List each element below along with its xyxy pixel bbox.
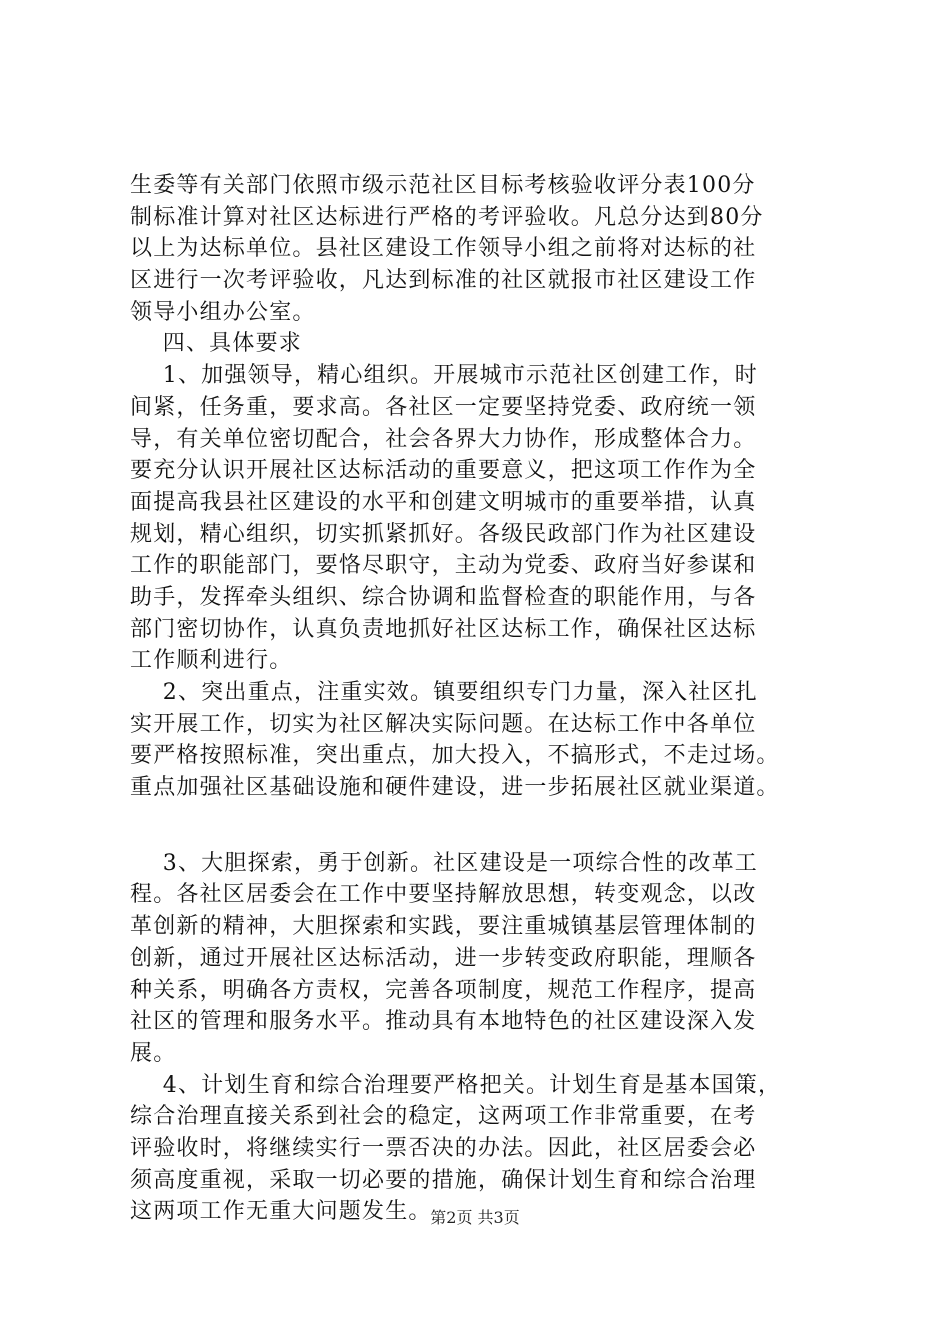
- page-number-footer: 第2页 共3页: [430, 1208, 520, 1227]
- text-line: 部门密切协作，认真负责地抓好社区达标工作，确保社区达标: [130, 616, 757, 642]
- text-line: 要充分认识开展社区达标活动的重要意义，把这项工作作为全: [130, 458, 757, 484]
- text-line: 导，有关单位密切配合，社会各界大力协作，形成整体合力。: [130, 426, 757, 452]
- text-line: 领导小组办公室。: [130, 299, 316, 325]
- text-line: 要严格按照标准，突出重点，加大投入，不搞形式，不走过场。: [130, 743, 780, 769]
- text-line: 以上为达标单位。县社区建设工作领导小组之前将对达标的社: [130, 236, 757, 262]
- text-line: 4、计划生育和综合治理要严格把关。计划生育是基本国策，: [130, 1072, 782, 1098]
- text-line: 制标准计算对社区达标进行严格的考评验收。凡总分达到80分: [130, 204, 764, 230]
- text-line: 种关系，明确各方责权，完善各项制度，规范工作程序，提高: [130, 977, 757, 1003]
- text-line: 革创新的精神，大胆探索和实践，要注重城镇基层管理体制的: [130, 914, 757, 940]
- document-body: [130, 170, 830, 1228]
- text-line: 工作的职能部门，要恪尽职守，主动为党委、政府当好参谋和: [130, 553, 757, 579]
- text-line: 这两项工作无重大问题发生。: [130, 1199, 432, 1225]
- text-line: 面提高我县社区建设的水平和创建文明城市的重要举措，认真: [130, 489, 757, 515]
- text-line: 社区的管理和服务水平。推动具有本地特色的社区建设深入发: [130, 1009, 757, 1035]
- text-line: 须高度重视，采取一切必要的措施，确保计划生育和综合治理: [130, 1167, 757, 1193]
- section-heading: 四、具体要求: [130, 331, 302, 357]
- text-line: 2、突出重点，注重实效。镇要组织专门力量，深入社区扎: [130, 680, 758, 705]
- text-line: 间紧，任务重，要求高。各社区一定要坚持党委、政府统一领: [130, 394, 757, 420]
- text-line: 展。: [130, 1040, 177, 1066]
- text-line: 程。各社区居委会在工作中要坚持解放思想，转变观念，以改: [130, 882, 757, 908]
- paragraph-gap: [130, 804, 830, 848]
- text-line: 综合治理直接关系到社会的稳定，这两项工作非常重要，在考: [130, 1104, 757, 1130]
- text-line: 生委等有关部门依照市级示范社区目标考核验收评分表100分: [130, 173, 756, 198]
- text-line: 重点加强社区基础设施和硬件建设，进一步拓展社区就业渠道。: [130, 775, 780, 801]
- text-line: 实开展工作，切实为社区解决实际问题。在达标工作中各单位: [130, 711, 757, 737]
- text-line: 规划，精心组织，切实抓紧抓好。各级民政部门作为社区建设: [130, 521, 757, 547]
- text-line: 工作顺利进行。: [130, 648, 293, 674]
- text-line: 3、大胆探索，勇于创新。社区建设是一项综合性的改革工: [130, 850, 758, 876]
- text-line: 助手，发挥牵头组织、综合协调和监督检查的职能作用，与各: [130, 584, 757, 610]
- text-line: 区进行一次考评验收，凡达到标准的社区就报市社区建设工作: [130, 268, 757, 294]
- text-line: 1、加强领导，精心组织。开展城市示范社区创建工作，时: [130, 363, 758, 389]
- text-line: 创新，通过开展社区达标活动，进一步转变政府职能，理顺各: [130, 945, 757, 971]
- text-line: 评验收时，将继续实行一票否决的办法。因此，社区居委会必: [130, 1135, 757, 1161]
